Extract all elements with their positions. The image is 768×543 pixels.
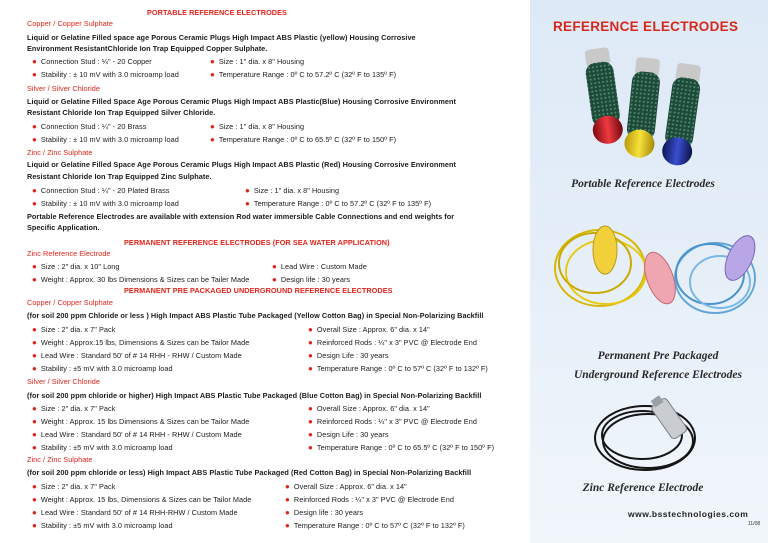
cu-bullet-size: ● Size : 1" dia. x 8" Housing [210,57,305,66]
ug-ag-bullet-rods: ● Reinforced Rods : ¼" x 3" PVC @ Electrode End [308,417,477,426]
ug-zn-bullet-overall: ● Overall Size : Approx. 6" dia. x 14" [285,482,407,491]
znref-bullet-life: ● Design life : 30 years [272,275,351,284]
cu-bullet-stability: ● Stability : ± 10 mV with 3.0 microamp load [32,70,179,79]
ug-ag-desc: (for soil 200 ppm chloride or higher) High Impact ABS Plastic Tube Packaged (Blue Cotton Bag) in Special Non-Polarizing Backfill [27,391,482,400]
ug-ag-bullet-lead: ● Lead Wire : Standard 50' of # 14 RHH - RHW / Custom Made [32,430,242,439]
ug-zn-bullet-life: ● Design life : 30 years [285,508,364,517]
permanent-electrodes-image [540,208,765,333]
ag-desc-line2: Resistant Chloride Ion Trap Equipped Silver Chloride. [27,108,216,117]
ag-bullet-stability: ● Stability : ± 10 mV with 3.0 microamp load [32,135,179,144]
section-ug-ag-title: Silver / Silver Chloride [27,377,100,386]
document-code: 11/08 [748,521,761,527]
ug-ag-bullet-weight: ● Weight : Approx. 15 lbs Dimensions & Sizes can be Tailor Made [32,417,250,426]
znref-bullet-size: ● Size : 2" dia. x 10" Long [32,262,120,271]
ug-cu-bullet-size: ● Size : 2" dia. x 7" Pack [32,325,116,334]
ug-ag-bullet-temp: ● Temperature Range : 0º C to 65.5º C (32º F to 150º F) [308,443,495,452]
caption-permanent-line1: Permanent Pre Packaged [597,350,719,362]
ug-cu-desc: (for soil 200 ppm Chloride or less ) High Impact ABS Plastic Tube Packaged (Yellow Cotton Bag) in Special Non-Polarizing Backfill [27,311,484,320]
heading-portable: PORTABLE REFERENCE ELECTRODES [147,8,287,17]
zn-desc-line2: Resistant Chloride Ion Trap Equipped Zinc Sulphate. [27,172,212,181]
section-ug-zn-title: Zinc / Zinc Sulphate [27,455,93,464]
caption-portable: Portable Reference Electrodes [571,178,715,190]
ug-cu-bullet-weight: ● Weight : Approx.15 lbs, Dimensions & Sizes can be Tailor Made [32,338,250,347]
website-url: www.bsstechnologies.com [628,509,749,519]
ug-zn-bullet-temp: ● Temperature Range : 0º C to 57º C (32º F to 132º F) [285,521,465,530]
ug-ag-bullet-stability: ● Stability : ±5 mV with 3.0 microamp load [32,443,173,452]
ug-zn-bullet-rods: ● Reinforced Rods : ¼" x 3" PVC @ Electrode End [285,495,454,504]
ug-zn-bullet-stability: ● Stability : ±5 mV with 3.0 microamp load [32,521,173,530]
zinc-electrode-image [590,393,730,478]
section-ag-title: Silver / Silver Chloride [27,84,100,93]
ug-cu-bullet-stability: ● Stability : ±5 mV with 3.0 microamp load [32,364,173,373]
ug-cu-bullet-life: ● Design Life : 30 years [308,351,389,360]
ag-bullet-stud: ● Connection Stud : ¼" - 20 Brass [32,122,147,131]
caption-permanent-line2: Underground Reference Electrodes [573,369,742,381]
extension-line2: Specific Application. [27,223,100,232]
cu-bullet-temp: ● Temperature Range : 0º C to 57.2º C (32º F to 135º F) [210,70,397,79]
ug-zn-bullet-size: ● Size : 2" dia. x 7" Pack [32,482,116,491]
heading-underground: PERMANENT PRE PACKAGED UNDERGROUND REFERENCE ELECTRODES [124,286,393,295]
ug-cu-bullet-lead: ● Lead Wire : Standard 50' of # 14 RHH - RHW / Custom Made [32,351,242,360]
caption-zinc: Zinc Reference Electrode [582,482,704,494]
section-znref-title: Zinc Reference Electrode [27,249,111,258]
ag-desc-line1: Liquid or Gelatine Filled Space Age Porous Ceramic Plugs High Impact ABS Plastic(Blue) Housing Corrosive Environment [27,97,456,106]
zn-desc-line1: Liquid or Gelatine Filled Space Age Porous Ceramic Plugs High Impact ABS Plastic (Red) Housing Corrosive Environment [27,160,456,169]
extension-line1: Portable Reference Electrodes are available with extension Rod water immersible Cable Connections and end weights for [27,212,455,221]
section-zn-title: Zinc / Zinc Sulphate [27,148,93,157]
portable-electrodes-image [585,40,715,175]
zn-bullet-stability: ● Stability : ± 10 mV with 3.0 microamp load [32,199,179,208]
ug-ag-bullet-life: ● Design Life : 30 years [308,430,389,439]
znref-bullet-weight: ● Weight : Approx. 30 lbs Dimensions & Sizes can be Tailer Made [32,275,250,284]
section-ug-cu-title: Copper / Copper Sulphate [27,298,113,307]
ug-cu-bullet-temp: ● Temperature Range : 0º C to 57º C (32º F to 132º F) [308,364,488,373]
zn-bullet-stud: ● Connection Stud : ¼" - 20 Plated Brass [32,186,170,195]
zn-bullet-temp: ● Temperature Range : 0º C to 57.2º C (32º F to 135º F) [245,199,432,208]
cu-bullet-stud: ● Connection Stud : ¼" - 20 Copper [32,57,152,66]
ug-cu-bullet-rods: ● Reinforced Rods : ¼" x 3" PVC @ Electrode End [308,338,477,347]
cu-desc-line1: Liquid or Gelatine Filled space age Porous Ceramic Plugs High Impact ABS Plastic (yellow) Housing Corrosive [27,33,416,42]
ug-ag-bullet-size: ● Size : 2" dia. x 7" Pack [32,404,116,413]
zn-bullet-size: ● Size : 1" dia. x 8" Housing [245,186,340,195]
znref-bullet-lead: ● Lead Wire : Custom Made [272,262,367,271]
ug-zn-bullet-weight: ● Weight : Approx. 15 lbs, Dimensions & Sizes can be Tailor Made [32,495,252,504]
ag-bullet-size: ● Size : 1" dia. x 8" Housing [210,122,305,131]
ug-zn-desc: (for soil 200 ppm chloride or less) High Impact ABS Plastic Tube Packaged (Red Cotton Bag) in Special Non-Polarizing Backfill [27,468,472,477]
heading-permanent: PERMANENT REFERENCE ELECTRODES (FOR SEA WATER APPLICATION) [124,238,390,247]
ug-zn-bullet-lead: ● Lead Wire : Standard 50' of # 14 RHH-RHW / Custom Made [32,508,238,517]
cu-desc-line2: Environment ResistantChloride Ion Trap Equipped Copper Sulphate. [27,44,268,53]
page-title: REFERENCE ELECTRODES [553,19,739,34]
section-cu-title: Copper / Copper Sulphate [27,19,113,28]
ug-ag-bullet-overall: ● Overall Size : Approx. 6" dia. x 14" [308,404,430,413]
ug-cu-bullet-overall: ● Overall Size : Approx. 6" dia. x 14" [308,325,430,334]
ag-bullet-temp: ● Temperature Range : 0º C to 65.5º C (32º F to 150º F) [210,135,397,144]
